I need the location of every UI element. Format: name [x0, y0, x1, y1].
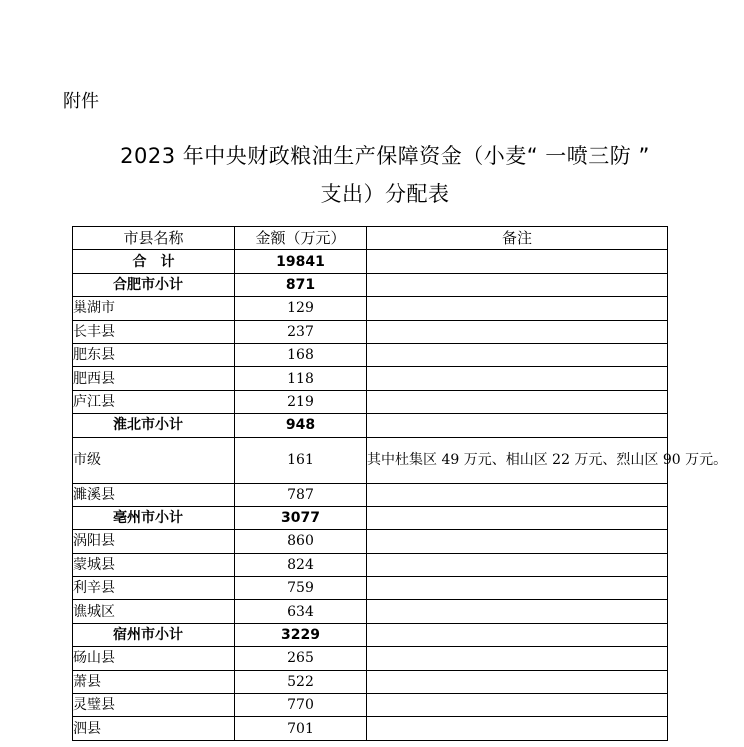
table-row [73, 343, 668, 366]
table-row [73, 577, 668, 600]
table-row [73, 320, 668, 343]
document-title-line-1: 2023 年中央财政粮油生产保障资金（小麦“ 一喷三防 ” [120, 144, 650, 168]
region-name: 宿州市小计 [73, 623, 235, 646]
document-title-line-2: 支出）分配表 [320, 182, 450, 206]
note-cell [367, 297, 668, 320]
note-cell [367, 506, 668, 529]
amount-value: 161 [235, 437, 367, 483]
amount-value: 3077 [235, 506, 367, 529]
note-cell [367, 320, 668, 343]
region-name: 市级 [73, 437, 235, 483]
region-name: 利辛县 [73, 577, 235, 600]
note-cell [367, 483, 668, 506]
table-header-row [73, 227, 668, 250]
note-cell: 其中杜集区 49 万元、相山区 22 万元、烈山区 90 万元。 [367, 437, 668, 483]
amount-value: 265 [235, 647, 367, 670]
region-name: 涡阳县 [73, 530, 235, 553]
note-cell [367, 343, 668, 366]
amount-value: 129 [235, 297, 367, 320]
table-row [73, 647, 668, 670]
amount-value: 634 [235, 600, 367, 623]
note-cell [367, 623, 668, 646]
note-cell [367, 390, 668, 413]
note-cell [367, 717, 668, 740]
table-row-total [73, 250, 668, 273]
table-row [73, 553, 668, 576]
amount-value: 118 [235, 367, 367, 390]
amount-value: 701 [235, 717, 367, 740]
amount-value: 522 [235, 670, 367, 693]
amount-value: 787 [235, 483, 367, 506]
note-cell [367, 670, 668, 693]
amount-value: 824 [235, 553, 367, 576]
region-name: 庐江县 [73, 390, 235, 413]
region-name: 蒙城县 [73, 553, 235, 576]
amount-value: 19841 [235, 250, 367, 273]
note-cell [367, 530, 668, 553]
region-name: 泗县 [73, 717, 235, 740]
region-name: 合肥市小计 [73, 273, 235, 296]
region-name: 萧县 [73, 670, 235, 693]
note-cell [367, 577, 668, 600]
region-name: 巢湖市 [73, 297, 235, 320]
note-cell [367, 367, 668, 390]
amount-value: 237 [235, 320, 367, 343]
header-note: 备注 [367, 227, 668, 250]
table-row [73, 694, 668, 717]
table-row-subtotal [73, 414, 668, 437]
table-row [73, 717, 668, 740]
table-row [73, 670, 668, 693]
amount-value: 860 [235, 530, 367, 553]
region-name: 砀山县 [73, 647, 235, 670]
region-name: 合 计 [73, 250, 235, 273]
table-row [73, 390, 668, 413]
region-name: 长丰县 [73, 320, 235, 343]
amount-value: 871 [235, 273, 367, 296]
amount-value: 948 [235, 414, 367, 437]
note-cell [367, 553, 668, 576]
region-name: 谯城区 [73, 600, 235, 623]
amount-value: 759 [235, 577, 367, 600]
table-row [73, 483, 668, 506]
table-row [73, 437, 668, 483]
region-name: 濉溪县 [73, 483, 235, 506]
note-cell [367, 600, 668, 623]
attachment-label: 附件 [63, 91, 99, 112]
amount-value: 168 [235, 343, 367, 366]
table-row [73, 367, 668, 390]
region-name: 亳州市小计 [73, 506, 235, 529]
table-row [73, 297, 668, 320]
region-name: 肥西县 [73, 367, 235, 390]
amount-value: 770 [235, 694, 367, 717]
note-cell [367, 694, 668, 717]
amount-value: 3229 [235, 623, 367, 646]
note-cell [367, 273, 668, 296]
table-row-subtotal [73, 506, 668, 529]
note-cell [367, 250, 668, 273]
region-name: 灵璧县 [73, 694, 235, 717]
note-cell [367, 647, 668, 670]
table-row-subtotal [73, 623, 668, 646]
table-row [73, 600, 668, 623]
amount-value: 219 [235, 390, 367, 413]
header-region-name: 市县名称 [73, 227, 235, 250]
allocation-table [72, 226, 728, 741]
note-cell [367, 414, 668, 437]
table-row [73, 530, 668, 553]
region-name: 淮北市小计 [73, 414, 235, 437]
region-name: 肥东县 [73, 343, 235, 366]
header-amount: 金额（万元） [235, 227, 367, 250]
table-row-subtotal [73, 273, 668, 296]
